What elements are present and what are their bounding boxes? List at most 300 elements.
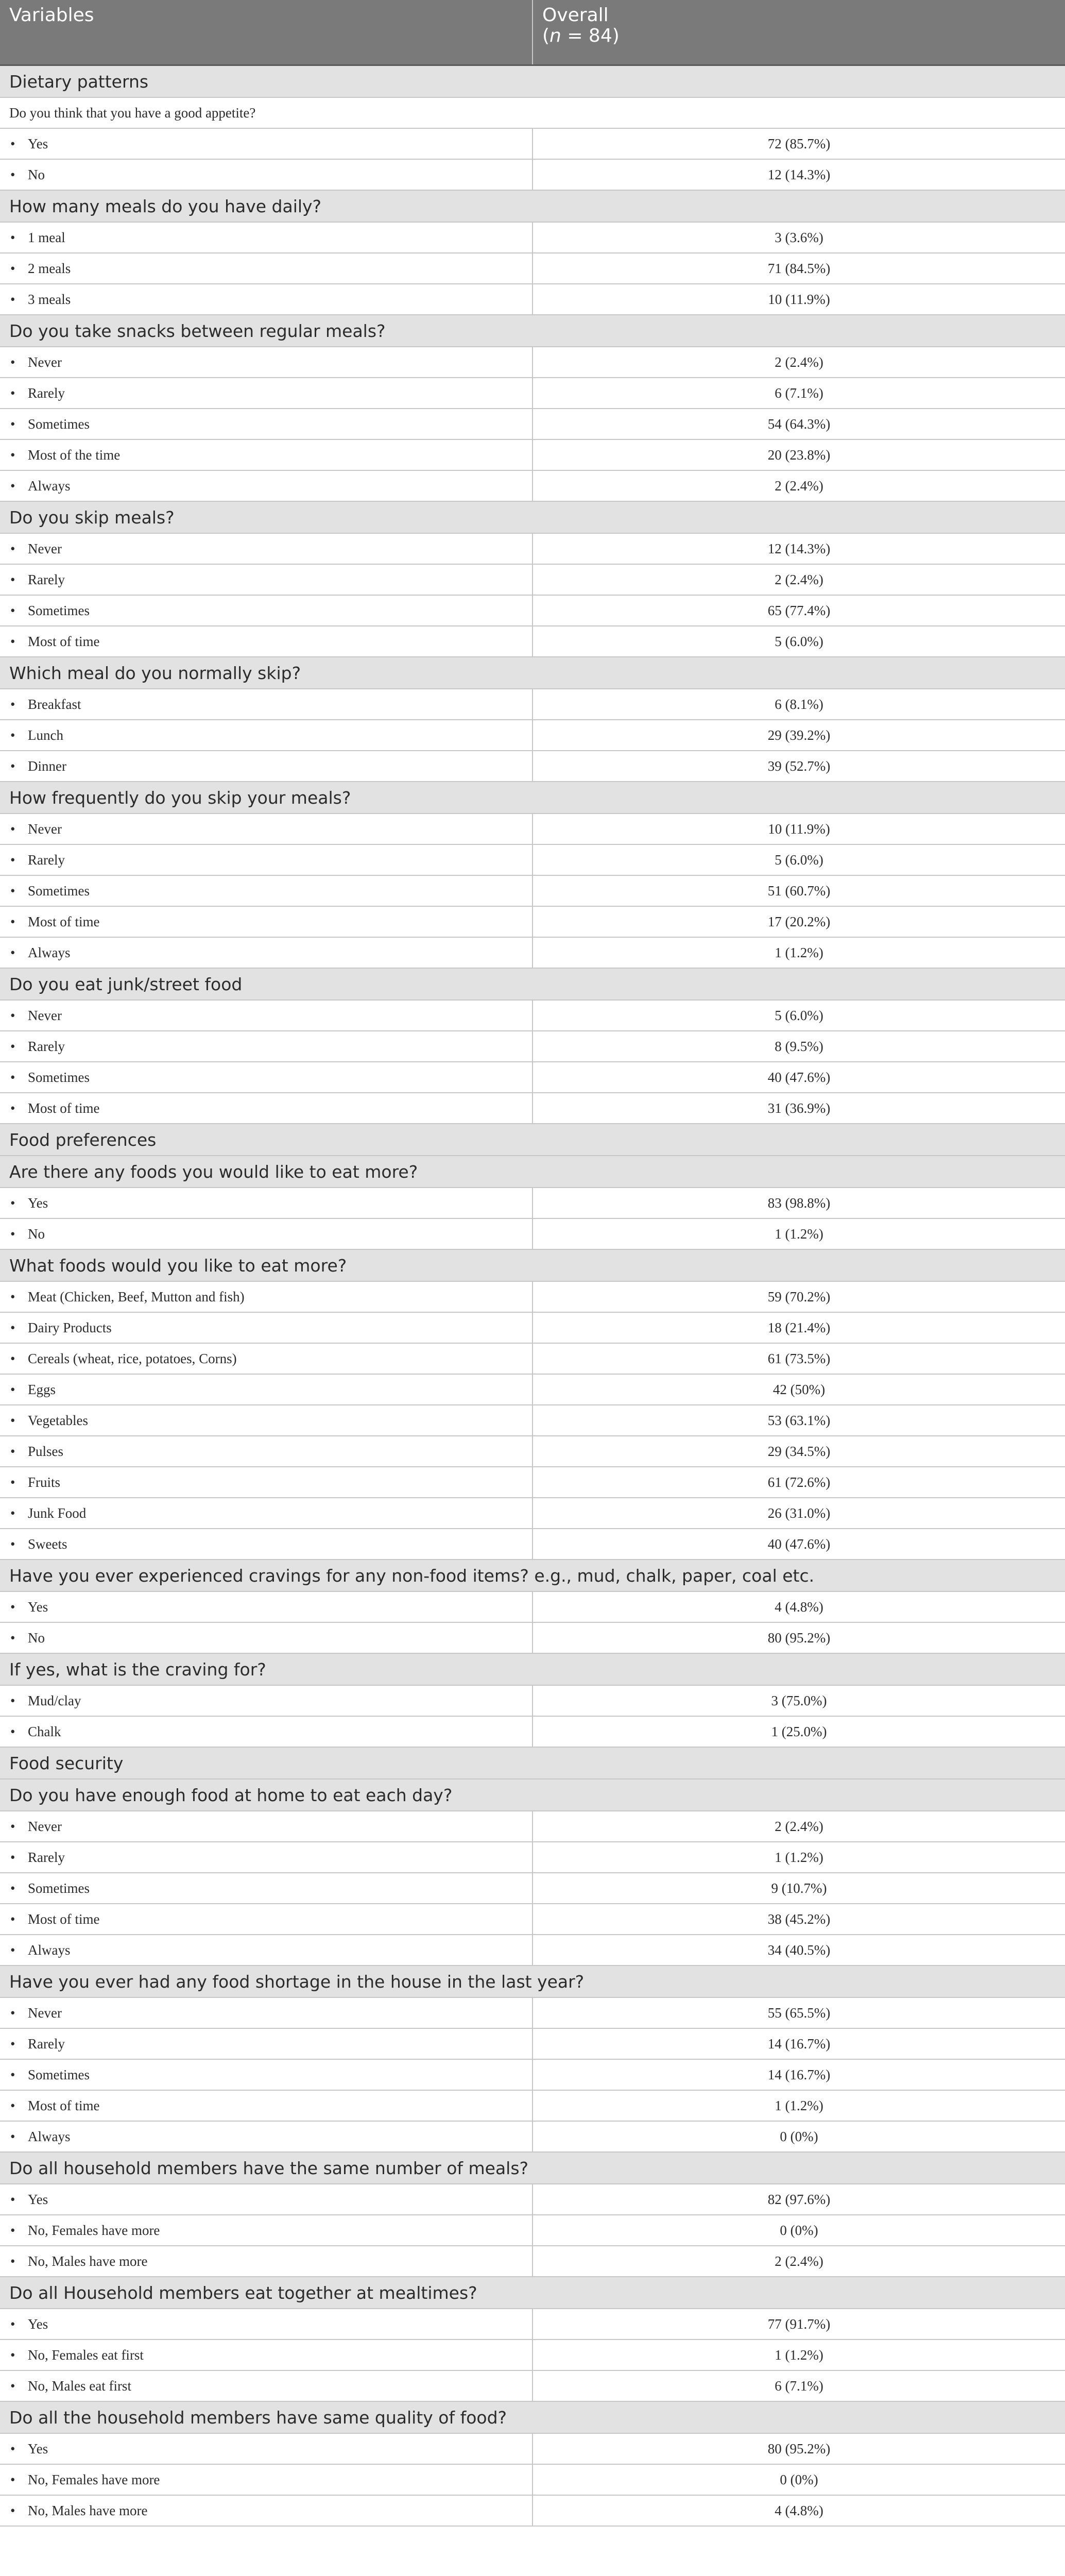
table-row bbox=[0, 1904, 1065, 1935]
option-cell bbox=[0, 1622, 532, 1653]
option-label: 1 meal bbox=[28, 229, 65, 245]
question-row bbox=[0, 1653, 1065, 1685]
bullet-icon: • bbox=[10, 1007, 15, 1023]
table-row bbox=[0, 564, 1065, 595]
table-row bbox=[0, 2340, 1065, 2370]
question-text: Do all Household members eat together at mealtimes? bbox=[0, 2277, 1065, 2309]
option-label: Yes bbox=[28, 1195, 48, 1211]
option-cell bbox=[0, 1498, 532, 1529]
option-cell bbox=[0, 1188, 532, 1218]
option-label: Sometimes bbox=[28, 883, 90, 899]
option-value: 53 (63.1%) bbox=[532, 1405, 1065, 1436]
option-cell bbox=[0, 2340, 532, 2370]
bullet-icon: • bbox=[10, 2191, 15, 2207]
table-row bbox=[0, 906, 1065, 937]
bullet-icon: • bbox=[10, 385, 15, 401]
table-row bbox=[0, 222, 1065, 253]
bullet-icon: • bbox=[10, 571, 15, 587]
option-label: Sometimes bbox=[28, 2066, 90, 2082]
option-cell bbox=[0, 409, 532, 439]
bullet-icon: • bbox=[10, 1100, 15, 1116]
option-label: Never bbox=[28, 1818, 62, 1834]
option-value: 65 (77.4%) bbox=[532, 595, 1065, 626]
option-cell bbox=[0, 937, 532, 968]
option-label: Most of time bbox=[28, 913, 100, 929]
option-value: 5 (6.0%) bbox=[532, 626, 1065, 657]
table-row bbox=[0, 1281, 1065, 1312]
option-label: No, Females eat first bbox=[28, 2347, 144, 2363]
option-label: Yes bbox=[28, 2441, 48, 2456]
option-label: Rarely bbox=[28, 2036, 65, 2052]
option-cell bbox=[0, 720, 532, 751]
table-row bbox=[0, 253, 1065, 284]
option-cell bbox=[0, 1374, 532, 1405]
bullet-icon: • bbox=[10, 1599, 15, 1615]
option-value: 82 (97.6%) bbox=[532, 2184, 1065, 2215]
option-value: 71 (84.5%) bbox=[532, 253, 1065, 284]
option-cell bbox=[0, 2028, 532, 2059]
option-value: 5 (6.0%) bbox=[532, 844, 1065, 875]
option-value: 12 (14.3%) bbox=[532, 159, 1065, 190]
table-row bbox=[0, 1873, 1065, 1904]
option-cell bbox=[0, 626, 532, 657]
table-row bbox=[0, 1436, 1065, 1467]
option-value: 5 (6.0%) bbox=[532, 1000, 1065, 1031]
option-label: Junk Food bbox=[28, 1505, 87, 1521]
bullet-icon: • bbox=[10, 2316, 15, 2332]
option-value: 3 (3.6%) bbox=[532, 222, 1065, 253]
bullet-icon: • bbox=[10, 1849, 15, 1865]
option-label: No bbox=[28, 166, 45, 182]
option-value: 59 (70.2%) bbox=[532, 1281, 1065, 1312]
bullet-icon: • bbox=[10, 1630, 15, 1646]
option-label: Always bbox=[28, 2128, 71, 2144]
option-label: 3 meals bbox=[28, 291, 71, 307]
table-row bbox=[0, 814, 1065, 844]
bullet-icon: • bbox=[10, 2471, 15, 2487]
option-value: 2 (2.4%) bbox=[532, 2246, 1065, 2277]
option-cell bbox=[0, 2215, 532, 2246]
option-label: Rarely bbox=[28, 385, 65, 401]
option-cell bbox=[0, 439, 532, 470]
option-label: No bbox=[28, 1226, 45, 1242]
option-value: 42 (50%) bbox=[532, 1374, 1065, 1405]
bullet-icon: • bbox=[10, 1412, 15, 1428]
bullet-icon: • bbox=[10, 2222, 15, 2238]
question-row bbox=[0, 2401, 1065, 2433]
table-row bbox=[0, 1093, 1065, 1124]
question-text: Do you eat junk/street food bbox=[0, 968, 1065, 1000]
option-value: 61 (73.5%) bbox=[532, 1343, 1065, 1374]
question-text: If yes, what is the craving for? bbox=[0, 1653, 1065, 1685]
table-row bbox=[0, 1935, 1065, 1965]
option-value: 18 (21.4%) bbox=[532, 1312, 1065, 1343]
option-cell bbox=[0, 347, 532, 378]
option-value: 54 (64.3%) bbox=[532, 409, 1065, 439]
option-value: 1 (1.2%) bbox=[532, 2090, 1065, 2121]
option-value: 80 (95.2%) bbox=[532, 2433, 1065, 2464]
table-row bbox=[0, 1498, 1065, 1529]
option-label: Rarely bbox=[28, 571, 65, 587]
option-value: 38 (45.2%) bbox=[532, 1904, 1065, 1935]
option-label: Pulses bbox=[28, 1443, 64, 1459]
bullet-icon: • bbox=[10, 696, 15, 712]
option-cell bbox=[0, 689, 532, 720]
table-row bbox=[0, 2121, 1065, 2152]
bullet-icon: • bbox=[10, 883, 15, 899]
table-row bbox=[0, 720, 1065, 751]
bullet-icon: • bbox=[10, 1505, 15, 1521]
header-n-italic: n bbox=[549, 25, 561, 46]
section-header-row bbox=[0, 1124, 1065, 1156]
table-row bbox=[0, 875, 1065, 906]
bullet-icon: • bbox=[10, 1289, 15, 1304]
bullet-icon: • bbox=[10, 2502, 15, 2518]
option-cell bbox=[0, 378, 532, 409]
option-cell bbox=[0, 2370, 532, 2401]
option-label: Never bbox=[28, 540, 62, 556]
bullet-icon: • bbox=[10, 1038, 15, 1054]
bullet-icon: • bbox=[10, 2066, 15, 2082]
option-cell bbox=[0, 1591, 532, 1622]
table-row bbox=[0, 1591, 1065, 1622]
question-text: Have you ever had any food shortage in the house in the last year? bbox=[0, 1965, 1065, 1997]
table-row bbox=[0, 284, 1065, 315]
table-row bbox=[0, 1031, 1065, 1062]
table-row bbox=[0, 1312, 1065, 1343]
bullet-icon: • bbox=[10, 1818, 15, 1834]
option-label: Sweets bbox=[28, 1536, 67, 1552]
option-cell bbox=[0, 844, 532, 875]
table-row bbox=[0, 1622, 1065, 1653]
header-overall bbox=[532, 0, 1065, 65]
option-label: Yes bbox=[28, 2191, 48, 2207]
section-header-row bbox=[0, 65, 1065, 98]
section-title: Food security bbox=[0, 1747, 1065, 1779]
option-cell bbox=[0, 595, 532, 626]
bullet-icon: • bbox=[10, 2097, 15, 2113]
option-label: Never bbox=[28, 2005, 62, 2021]
option-cell bbox=[0, 1312, 532, 1343]
option-value: 12 (14.3%) bbox=[532, 533, 1065, 564]
question-row bbox=[0, 657, 1065, 689]
table-row bbox=[0, 378, 1065, 409]
option-value: 83 (98.8%) bbox=[532, 1188, 1065, 1218]
option-value: 80 (95.2%) bbox=[532, 1622, 1065, 1653]
header-overall-label: Overall bbox=[542, 5, 609, 26]
table-row bbox=[0, 2370, 1065, 2401]
bullet-icon: • bbox=[10, 1443, 15, 1459]
table-body bbox=[0, 65, 1065, 2527]
table-row bbox=[0, 1188, 1065, 1218]
option-cell bbox=[0, 906, 532, 937]
option-value: 77 (91.7%) bbox=[532, 2309, 1065, 2340]
question-text: Do you think that you have a good appetite? bbox=[0, 97, 1065, 128]
question-text: Do you skip meals? bbox=[0, 501, 1065, 533]
option-cell bbox=[0, 1716, 532, 1747]
option-cell bbox=[0, 1935, 532, 1965]
option-value: 2 (2.4%) bbox=[532, 470, 1065, 501]
option-label: Most of the time bbox=[28, 447, 121, 463]
bullet-icon: • bbox=[10, 1350, 15, 1366]
question-row bbox=[0, 782, 1065, 814]
bullet-icon: • bbox=[10, 2441, 15, 2456]
option-cell bbox=[0, 2433, 532, 2464]
option-cell bbox=[0, 1405, 532, 1436]
bullet-icon: • bbox=[10, 2128, 15, 2144]
option-cell bbox=[0, 1281, 532, 1312]
option-label: Sometimes bbox=[28, 1069, 90, 1085]
question-row bbox=[0, 1965, 1065, 1997]
table-row bbox=[0, 1467, 1065, 1498]
option-value: 3 (75.0%) bbox=[532, 1685, 1065, 1716]
bullet-icon: • bbox=[10, 758, 15, 774]
bullet-icon: • bbox=[10, 633, 15, 649]
option-label: Yes bbox=[28, 1599, 48, 1615]
option-value: 40 (47.6%) bbox=[532, 1529, 1065, 1560]
table-row bbox=[0, 2059, 1065, 2090]
bullet-icon: • bbox=[10, 354, 15, 370]
bullet-icon: • bbox=[10, 1942, 15, 1958]
option-cell bbox=[0, 2495, 532, 2526]
table-row bbox=[0, 1218, 1065, 1249]
option-cell bbox=[0, 1467, 532, 1498]
bullet-icon: • bbox=[10, 1195, 15, 1211]
option-cell bbox=[0, 159, 532, 190]
option-value: 6 (7.1%) bbox=[532, 378, 1065, 409]
bullet-icon: • bbox=[10, 2036, 15, 2052]
table-row bbox=[0, 689, 1065, 720]
bullet-icon: • bbox=[10, 1880, 15, 1896]
option-value: 0 (0%) bbox=[532, 2215, 1065, 2246]
bullet-icon: • bbox=[10, 2253, 15, 2269]
option-value: 4 (4.8%) bbox=[532, 2495, 1065, 2526]
option-label: Never bbox=[28, 821, 62, 837]
bullet-icon: • bbox=[10, 2378, 15, 2394]
option-cell bbox=[0, 751, 532, 782]
question-row bbox=[0, 1249, 1065, 1281]
option-cell bbox=[0, 1218, 532, 1249]
option-label: Never bbox=[28, 1007, 62, 1023]
option-cell bbox=[0, 1529, 532, 1560]
section-header-row bbox=[0, 1747, 1065, 1779]
header-overall-n bbox=[542, 26, 1056, 46]
table-header bbox=[0, 0, 1065, 65]
option-value: 6 (8.1%) bbox=[532, 689, 1065, 720]
bullet-icon: • bbox=[10, 416, 15, 432]
option-value: 55 (65.5%) bbox=[532, 1997, 1065, 2028]
option-label: Rarely bbox=[28, 852, 65, 868]
option-label: Always bbox=[28, 944, 71, 960]
option-value: 6 (7.1%) bbox=[532, 2370, 1065, 2401]
option-label: Vegetables bbox=[28, 1412, 88, 1428]
table-row bbox=[0, 439, 1065, 470]
option-label: No, Males have more bbox=[28, 2253, 148, 2269]
section-title: Food preferences bbox=[0, 1124, 1065, 1156]
header-n-suffix: = 84) bbox=[561, 25, 620, 46]
option-value: 1 (1.2%) bbox=[532, 1842, 1065, 1873]
option-value: 1 (25.0%) bbox=[532, 1716, 1065, 1747]
table-row bbox=[0, 595, 1065, 626]
option-value: 0 (0%) bbox=[532, 2121, 1065, 2152]
table-row bbox=[0, 128, 1065, 159]
option-label: No bbox=[28, 1630, 45, 1646]
question-row bbox=[0, 2277, 1065, 2309]
table-row bbox=[0, 937, 1065, 968]
question-text: Are there any foods you would like to eat more? bbox=[0, 1156, 1065, 1188]
question-row bbox=[0, 1560, 1065, 1591]
table-row bbox=[0, 1343, 1065, 1374]
table-row bbox=[0, 2215, 1065, 2246]
table-row bbox=[0, 347, 1065, 378]
table-row bbox=[0, 751, 1065, 782]
option-cell bbox=[0, 128, 532, 159]
option-label: Never bbox=[28, 354, 62, 370]
bullet-icon: • bbox=[10, 913, 15, 929]
table-row bbox=[0, 1842, 1065, 1873]
option-cell bbox=[0, 875, 532, 906]
table-row bbox=[0, 626, 1065, 657]
bullet-icon: • bbox=[10, 291, 15, 307]
option-cell bbox=[0, 2121, 532, 2152]
bullet-icon: • bbox=[10, 540, 15, 556]
option-label: Most of time bbox=[28, 2097, 100, 2113]
option-cell bbox=[0, 1873, 532, 1904]
option-cell bbox=[0, 1811, 532, 1842]
option-cell bbox=[0, 2464, 532, 2495]
table-row bbox=[0, 1716, 1065, 1747]
table-row bbox=[0, 1997, 1065, 2028]
option-label: Breakfast bbox=[28, 696, 81, 712]
option-label: Dairy Products bbox=[28, 1319, 112, 1335]
option-cell bbox=[0, 1031, 532, 1062]
bullet-icon: • bbox=[10, 478, 15, 494]
option-value: 4 (4.8%) bbox=[532, 1591, 1065, 1622]
option-cell bbox=[0, 1436, 532, 1467]
option-label: Always bbox=[28, 1942, 71, 1958]
bullet-icon: • bbox=[10, 166, 15, 182]
bullet-icon: • bbox=[10, 1723, 15, 1739]
option-cell bbox=[0, 470, 532, 501]
question-row bbox=[0, 968, 1065, 1000]
section-title: Dietary patterns bbox=[0, 65, 1065, 98]
option-cell bbox=[0, 1997, 532, 2028]
option-value: 40 (47.6%) bbox=[532, 1062, 1065, 1093]
option-label: Dinner bbox=[28, 758, 66, 774]
option-value: 2 (2.4%) bbox=[532, 347, 1065, 378]
option-cell bbox=[0, 2090, 532, 2121]
table-row bbox=[0, 2495, 1065, 2526]
table-row bbox=[0, 159, 1065, 190]
option-label: Chalk bbox=[28, 1723, 61, 1739]
option-value: 10 (11.9%) bbox=[532, 284, 1065, 315]
table-row bbox=[0, 1000, 1065, 1031]
question-text: Have you ever experienced cravings for any non-food items? e.g., mud, chalk, paper, coal etc. bbox=[0, 1560, 1065, 1591]
option-value: 17 (20.2%) bbox=[532, 906, 1065, 937]
option-value: 1 (1.2%) bbox=[532, 937, 1065, 968]
bullet-icon: • bbox=[10, 852, 15, 868]
question-row bbox=[0, 97, 1065, 128]
question-text: How many meals do you have daily? bbox=[0, 190, 1065, 222]
bullet-icon: • bbox=[10, 2005, 15, 2021]
question-row bbox=[0, 2152, 1065, 2184]
question-row bbox=[0, 315, 1065, 347]
option-value: 8 (9.5%) bbox=[532, 1031, 1065, 1062]
option-value: 29 (34.5%) bbox=[532, 1436, 1065, 1467]
table-row bbox=[0, 1405, 1065, 1436]
option-value: 20 (23.8%) bbox=[532, 439, 1065, 470]
option-label: Most of time bbox=[28, 633, 100, 649]
option-value: 29 (39.2%) bbox=[532, 720, 1065, 751]
option-cell bbox=[0, 1000, 532, 1031]
option-label: Meat (Chicken, Beef, Mutton and fish) bbox=[28, 1289, 245, 1304]
table-row bbox=[0, 1811, 1065, 1842]
option-label: Mud/clay bbox=[28, 1692, 81, 1708]
bullet-icon: • bbox=[10, 944, 15, 960]
option-cell bbox=[0, 2184, 532, 2215]
option-label: No, Females have more bbox=[28, 2222, 160, 2238]
option-cell bbox=[0, 253, 532, 284]
bullet-icon: • bbox=[10, 1536, 15, 1552]
header-n-prefix: ( bbox=[542, 25, 550, 46]
option-value: 39 (52.7%) bbox=[532, 751, 1065, 782]
option-value: 2 (2.4%) bbox=[532, 1811, 1065, 1842]
option-label: Eggs bbox=[28, 1381, 56, 1397]
option-cell bbox=[0, 2309, 532, 2340]
option-label: Most of time bbox=[28, 1911, 100, 1927]
option-label: Rarely bbox=[28, 1038, 65, 1054]
table-row bbox=[0, 1529, 1065, 1560]
bullet-icon: • bbox=[10, 602, 15, 618]
table-row bbox=[0, 2028, 1065, 2059]
header-variables: Variables bbox=[0, 0, 532, 65]
table-row bbox=[0, 2309, 1065, 2340]
option-value: 14 (16.7%) bbox=[532, 2028, 1065, 2059]
table-row bbox=[0, 470, 1065, 501]
option-cell bbox=[0, 2246, 532, 2277]
option-cell bbox=[0, 1904, 532, 1935]
option-cell bbox=[0, 533, 532, 564]
question-text: What foods would you like to eat more? bbox=[0, 1249, 1065, 1281]
option-label: No, Males eat first bbox=[28, 2378, 131, 2394]
question-row bbox=[0, 501, 1065, 533]
table-row bbox=[0, 2464, 1065, 2495]
bullet-icon: • bbox=[10, 1911, 15, 1927]
option-cell bbox=[0, 1062, 532, 1093]
table-row bbox=[0, 1374, 1065, 1405]
bullet-icon: • bbox=[10, 1069, 15, 1085]
bullet-icon: • bbox=[10, 821, 15, 837]
table-row bbox=[0, 2246, 1065, 2277]
table-row bbox=[0, 533, 1065, 564]
question-row bbox=[0, 1779, 1065, 1811]
option-value: 0 (0%) bbox=[532, 2464, 1065, 2495]
option-value: 51 (60.7%) bbox=[532, 875, 1065, 906]
option-label: No, Males have more bbox=[28, 2502, 148, 2518]
option-cell bbox=[0, 814, 532, 844]
bullet-icon: • bbox=[10, 1381, 15, 1397]
question-row bbox=[0, 190, 1065, 222]
option-value: 2 (2.4%) bbox=[532, 564, 1065, 595]
question-text: Do you take snacks between regular meals? bbox=[0, 315, 1065, 347]
option-label: Always bbox=[28, 478, 71, 494]
bullet-icon: • bbox=[10, 1692, 15, 1708]
option-label: Rarely bbox=[28, 1849, 65, 1865]
option-label: Sometimes bbox=[28, 416, 90, 432]
option-value: 1 (1.2%) bbox=[532, 1218, 1065, 1249]
bullet-icon: • bbox=[10, 2347, 15, 2363]
table-row bbox=[0, 1062, 1065, 1093]
